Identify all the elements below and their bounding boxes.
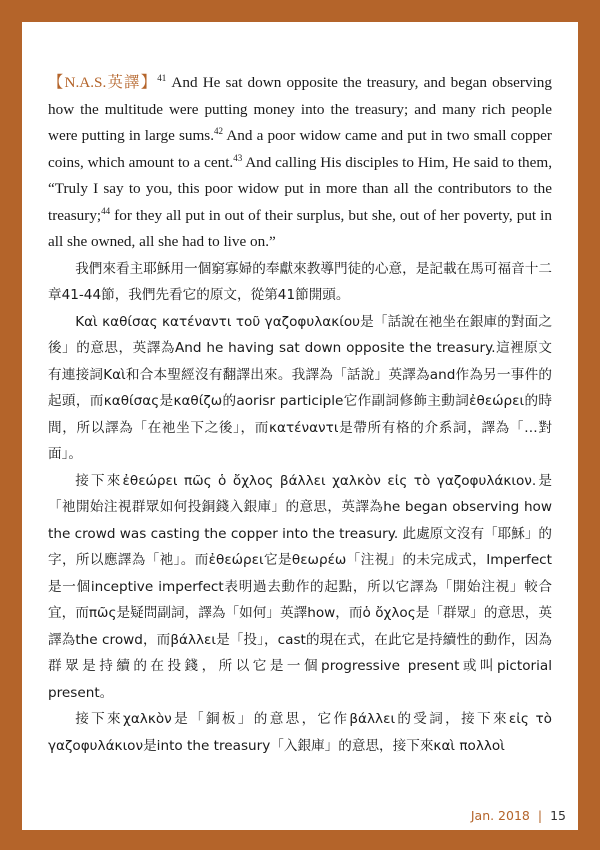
- page-footer: [471, 808, 566, 823]
- paragraph: 接下來χαλκὸν是「銅板」的意思，它作βάλλει的受詞，接下來εἰς τὸ γαζοφυλάκιον是into the treasury「入銀庫」的意思，接下來καὶ πολλοὶ: [48, 711, 552, 754]
- paragraph: Καὶ καθίσας κατέναντι τοῦ γαζοφυλακίου是「話說在祂坐在銀庫的對面之後」的意思，英譯為And he having sat down opposite the treasury.這裡原文有連接詞Καὶ和合本聖經沒有翻譯出來。我譯為「話說」英譯為and作為另一事件的起頭，而καθίσας是καθίζω的aorisr participle它作副詞修飾主動詞ἐθεώρει的時間，所以譯為「在祂坐下之後」，而κατέναντι是帶所有格的介系詞，譯為「…對面」。: [48, 313, 552, 462]
- verse-text: And a poor widow came and put in two small copper coins, which amount to a cent.: [48, 127, 552, 171]
- english-translation: [48, 70, 552, 256]
- verse-text: And He sat down opposite the treasury, and began observing how the multitude were putting money into the treasury; and many rich people were putting in large sums.: [48, 74, 552, 144]
- paragraph: 接下來ἐθεώρει πῶς ὁ ὄχλος βάλλει χαλκὸν εἰς τὸ γαζοφυλάκιον.是「祂開始注視群眾如何投銅錢入銀庫」的意思，英譯為he began observing how the crowd was casting the copper into the treasury. 此處原文沒有「耶穌」的字，所以應譯為「祂」。而ἐθεώρει它是θεωρέω「注視」的未完成式，Imperfect是一個inceptive imperfect表明過去動作的起點，所以它譯為「開始注視」較合宜，而πῶς是疑問副詞，譯為「如何」英譯how，而ὁ ὄχλος是「群眾」的意思，英譯為the crowd，而βάλλει是「投」，cast的現在式，在此它是持續性的動作，因為群眾是持續的在投錢，所以它是一個progressive present或叫pictorial present。: [48, 472, 553, 701]
- verse-number: 44: [101, 205, 111, 216]
- verse-text: And calling His disciples to Him, He said to them, “Truly I say to you, this poor widow put in more than all the contributors to the treasury;: [48, 153, 552, 224]
- issue-date: Jan. 2018: [470, 808, 530, 823]
- translation-tag: 【N.A.S.英譯】: [48, 74, 158, 91]
- footer-separator: |: [537, 808, 543, 823]
- verse-number: 42: [214, 125, 224, 136]
- page-number: 15: [550, 808, 566, 823]
- verse-text: for they all put in out of their surplus, but she, out of her poverty, put in all she owned, all she had to live on.”: [48, 206, 552, 250]
- article-body: [48, 70, 552, 759]
- verse-number: 41: [157, 72, 167, 83]
- verse-number: 43: [233, 152, 243, 163]
- paragraph: 我們來看主耶穌用一個窮寡婦的奉獻來教導門徒的心意，是記載在馬可福音十二章41-44節，我們先看它的原文，從第41節開頭。: [48, 260, 552, 303]
